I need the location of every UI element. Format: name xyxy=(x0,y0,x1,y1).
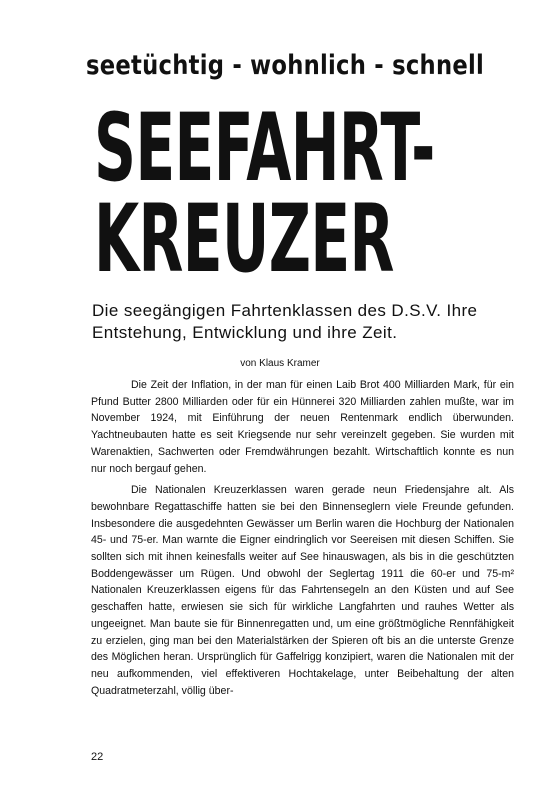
byline: von Klaus Kramer xyxy=(240,358,320,369)
kicker-line: seetüchtig - wohnlich - schnell xyxy=(86,50,485,81)
subtitle: Die seegängigen Fahrtenklassen des D.S.V. Ihre Entstehung, Entwicklung und ihre Zeit. xyxy=(92,301,478,342)
article-body xyxy=(91,377,514,704)
body-paragraph: Die Nationalen Kreuzerklassen waren gerade neun Friedensjahre alt. Als bewohnbare Regattaschiffe hatten sie bei den Binnenseglern viele Freunde gefunden. Insbesondere die ausgedehnten Gewässer um Berlin waren die Hochburg der Nationalen 45- und 75-er. Man warnte die Eigner eindringlich vor Seereisen mit diesen Schiffen. Sie sollten sich mit ihnen keinesfalls weiter auf See hinauswagen, als bis in die geschützten Boddengewässer um Rügen. Und obwohl der Seglertag 1911 die 60-er und 75-m² Nationalen Kreuzerklassen eigens für das Fahrtensegeln an den Küsten und auf See geschaffen hatte, erwiesen sie sich für wirkliche Langfahrten und rauhes Wetter als ungeeignet. Man baute sie für Binnenregatten und, um eine größtmögliche Rennfähigkeit zu erzielen, ging man bei den Materialstärken der Spieren oft bis an die unterste Grenze des Möglichen heran. Ursprünglich für Gaffelrigg konzipiert, waren die Nationalen mit der neu aufkommenden, viel effektiveren Hochtakelage, unter Beibehaltung der alten Quadratmeterzahl, völlig über- xyxy=(91,484,514,697)
title-line-1: SEEFAHRT- xyxy=(94,94,435,203)
title-line-2: KREUZER xyxy=(94,185,394,294)
page-number: 22 xyxy=(91,751,104,763)
body-paragraph: Die Zeit der Inflation, in der man für einen Laib Brot 400 Milliarden Mark, für ein Pfund Butter 2800 Milliarden oder für ein Hünnerei 320 Milliarden zahlen mußte, war im November 1924, mit Einführung der neuen Rentenmark endlich überwunden. Yachtneubauten hatte es seit Kriegsende nur sehr vereinzelt gegeben. Sie wurden mit Warenaktien, Sachwerten oder Fremdwährungen bezahlt. Wirtschaftlich konnte es nun nur noch bergauf gehen. xyxy=(91,379,514,475)
